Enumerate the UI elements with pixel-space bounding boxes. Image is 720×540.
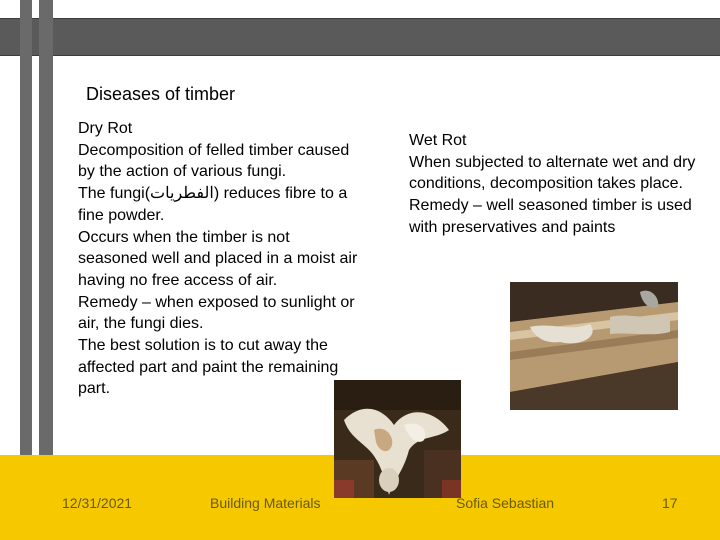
dry-rot-line: Occurs when the timber is not seasoned well and placed in a moist air having no free access of air. [78, 228, 358, 289]
wet-rot-section [409, 130, 699, 239]
dry-rot-line: The fungi(الفطريات) reduces fibre to a fine powder. [78, 185, 348, 224]
footer-date: 12/31/2021 [62, 495, 133, 511]
dry-rot-line: Remedy – when exposed to sunlight or air, the fungi dies. [78, 293, 355, 333]
slide-title: Diseases of timber [86, 84, 236, 104]
footer-page-number: 17 [662, 495, 678, 511]
dry-rot-photo [334, 380, 461, 498]
dry-rot-line: Decomposition of felled timber caused by the action of various fungi. [78, 141, 350, 181]
wet-rot-heading: Wet Rot [409, 132, 467, 149]
dry-rot-heading: Dry Rot [78, 120, 133, 137]
wet-rot-line: When subjected to alternate wet and dry conditions, decomposition takes place. [409, 153, 696, 193]
dry-rot-section [78, 118, 358, 400]
top-decor-bar [0, 18, 720, 56]
wet-rot-photo [510, 282, 678, 410]
wet-rot-line: Remedy – well seasoned timber is used with preservatives and paints [409, 197, 692, 236]
footer-author: Sofia Sebastian [456, 495, 555, 511]
dry-rot-line: The best solution is to cut away the affected part and paint the remaining part. [78, 337, 339, 398]
footer-course: Building Materials [210, 495, 321, 511]
